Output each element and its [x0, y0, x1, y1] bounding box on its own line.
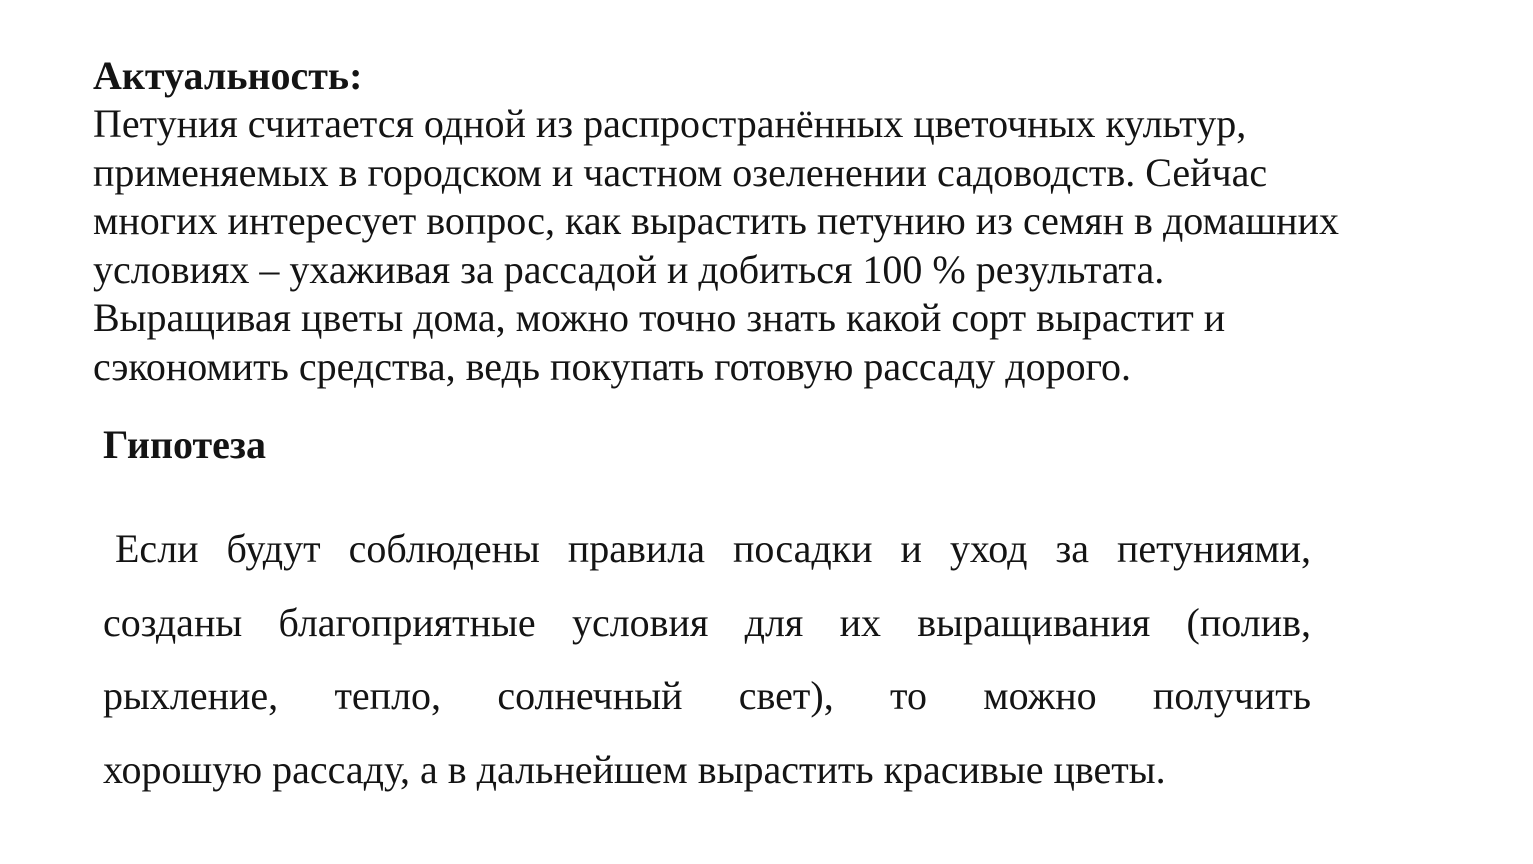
hypothesis-line: Если будут соблюдены правила посадки и уход за петуниями, — [115, 526, 1311, 571]
relevance-line: многих интересует вопрос, как вырастить петунию из семян в домашних — [93, 198, 1339, 243]
relevance-title: Актуальность: — [93, 53, 363, 98]
hypothesis-paragraph — [103, 512, 1311, 806]
relevance-line: Петуния считается одной из распространённых цветочных культур, — [93, 101, 1247, 146]
hypothesis-section — [103, 420, 1311, 792]
relevance-line: условиях – ухаживая за рассадой и добиться 100 % результата. — [93, 246, 1165, 292]
relevance-paragraph — [93, 100, 1503, 391]
relevance-section — [93, 52, 1503, 391]
hypothesis-line: хорошую рассаду, а в дальнейшем вырастить красивые цветы. — [103, 746, 1166, 792]
hypothesis-line: рыхление, тепло, солнечный свет), то можно получить — [103, 673, 1311, 718]
relevance-line: сэкономить средства, ведь покупать готовую рассаду дорого. — [93, 343, 1132, 389]
relevance-line: Выращивая цветы дома, можно точно знать какой сорт вырастит и — [93, 295, 1226, 340]
relevance-line: применяемых в городском и частном озеленении садоводств. Сейчас — [93, 149, 1268, 195]
hypothesis-line: созданы благоприятные условия для их выращивания (полив, — [103, 599, 1311, 645]
hypothesis-title: Гипотеза — [103, 422, 266, 467]
